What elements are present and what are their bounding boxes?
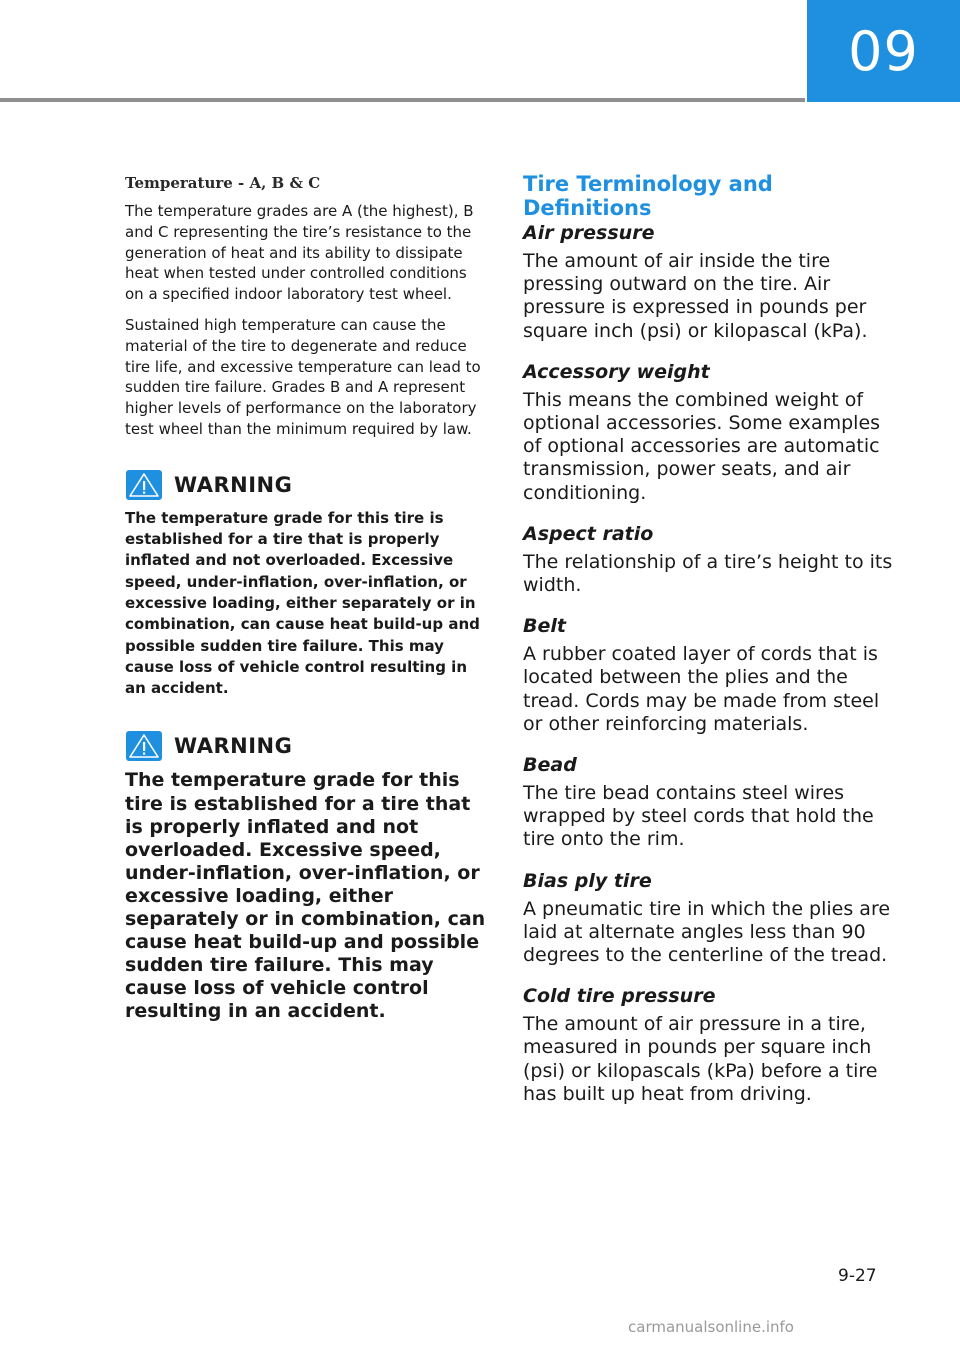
term-definition: This means the combined weight of optional accessories. Some examples of optional accessories are automatic transmission, power seats, and air conditioning.: [523, 388, 881, 504]
term-definition: A pneumatic tire in which the plies are laid at alternate angles less than 90 degrees to the centerline of the tread.: [523, 897, 891, 967]
page-number: 9-27: [838, 1266, 877, 1286]
term-entry: [523, 754, 895, 852]
left-column: [125, 174, 487, 1023]
temperature-heading: Temperature - A, B & C: [125, 174, 321, 192]
term-entry: [523, 361, 895, 505]
term-definition: The amount of air pressure in a tire, measured in pounds per square inch (psi) or kilopascals (kPa) before a tire has built up heat from driving.: [523, 1013, 878, 1105]
warning-block-2: [125, 731, 487, 1023]
term-definition: A rubber coated layer of cords that is located between the plies and the tread. Cords may be made from steel or other reinforcing materials.: [523, 643, 880, 735]
term-title: Cold tire pressure: [523, 985, 716, 1008]
warning-header-2: [126, 731, 487, 761]
right-column: [523, 172, 895, 1124]
warning-header-1: [126, 470, 487, 500]
warning-text-2: The temperature grade for this tire is established for a tire that is properly inflated and not overloaded. Excessive speed, under-inflation, over-inflation, or excessive loading, either separately or in combination, can cause heat build-up and possible sudden tire failure. This may cause loss of vehicle control resulting in an accident.: [125, 769, 486, 1023]
warning-triangle-icon: [126, 470, 162, 500]
term-definition: The relationship of a tire’s height to its width.: [523, 550, 893, 597]
term-title: Bead: [523, 754, 577, 777]
term-title: Aspect ratio: [523, 522, 654, 545]
chapter-tab: [807, 0, 960, 102]
warning-text-1: The temperature grade for this tire is established for a tire that is properly inflated and not overloaded. Excessive speed, under-inflation, over-inflation, or excessive loading, either separately or in combination, can cause heat build-up and possible sudden tire failure. This may cause loss of vehicle control resulting in an accident.: [125, 508, 480, 698]
term-title: Air pressure: [523, 222, 655, 244]
term-entry: [523, 985, 895, 1106]
header-rule: [0, 98, 805, 102]
term-entry: [523, 523, 895, 597]
term-title: Bias ply tire: [523, 869, 652, 892]
term-title: Accessory weight: [523, 360, 710, 383]
warning-title-1: WARNING: [174, 472, 293, 497]
temperature-paragraph-1: The temperature grades are A (the highest), B and C representing the tire’s resistance to the generation of heat and its ability to dissipate heat when tested under controlled conditions on a specified indoor laboratory test wheel.: [125, 202, 474, 304]
warning-title-2: WARNING: [174, 734, 293, 759]
term-title: Belt: [523, 615, 566, 638]
warning-block-1: [125, 470, 487, 700]
temperature-paragraph-2: Sustained high temperature can cause the material of the tire to degenerate and reduce tire life, and excessive temperature can lead to sudden tire failure. Grades B and A represent higher levels of performance on the laboratory test wheel than the minimum required by law.: [125, 315, 481, 438]
term-definition: The tire bead contains steel wires wrapped by steel cords that hold the tire onto the rim.: [523, 782, 874, 851]
term-entry: [523, 222, 895, 343]
section-title: Tire Terminology and Definitions: [523, 172, 773, 220]
term-entry: [523, 615, 895, 736]
term-definition: The amount of air inside the tire pressing outward on the tire. Air pressure is expressed in pounds per square inch (psi) or kilopascal (kPa).: [523, 250, 868, 342]
chapter-number: 09: [848, 19, 919, 83]
term-entry: [523, 870, 895, 968]
warning-triangle-icon: [126, 731, 162, 761]
watermark-link[interactable]: carmanualsonline.info: [628, 1318, 794, 1336]
